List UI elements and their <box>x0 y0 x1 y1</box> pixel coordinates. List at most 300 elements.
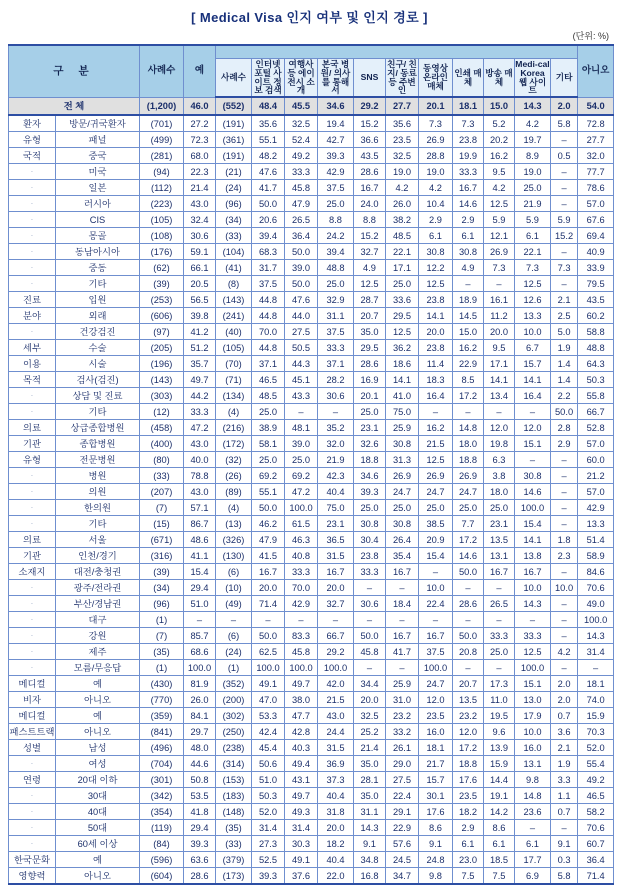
table-row <box>9 852 614 868</box>
row-label: 중국 <box>56 148 140 164</box>
row-3-0-cell-3: 44.8 <box>252 340 285 356</box>
row-9-4-cell-8: 9.1 <box>419 836 453 852</box>
row-5-7-cell-3: 62.5 <box>252 644 285 660</box>
row-10-0-cell-3: 52.5 <box>252 852 285 868</box>
group-label-filler: · <box>9 788 56 804</box>
row-4-1-cell-7: 30.8 <box>386 436 419 452</box>
row-0-1-cell-2: (361) <box>216 132 252 148</box>
row-3-2-cell-13: 50.3 <box>578 372 614 388</box>
row-9-4-cell-2: (33) <box>216 836 252 852</box>
row-3-4-cell-9: – <box>453 404 484 420</box>
row-3-1-cell-4: 44.3 <box>285 356 318 372</box>
row-0-1-cell-7: 23.5 <box>386 132 419 148</box>
row-3-2-cell-8: 18.3 <box>419 372 453 388</box>
row-3-1-cell-9: 22.9 <box>453 356 484 372</box>
row-10-1-cell-8: 9.8 <box>419 868 453 885</box>
group-label-filler: · <box>9 388 56 404</box>
row-9-0-cell-13: 49.2 <box>578 772 614 788</box>
row-1-6-cell-1: 59.1 <box>184 244 216 260</box>
row-3-1-cell-0: (196) <box>140 356 184 372</box>
group-label-3-1: 이용 <box>9 356 56 372</box>
row-9-3-cell-5: 20.0 <box>318 820 354 836</box>
row-7-0-cell-10: 19.5 <box>484 708 515 724</box>
table-row <box>9 724 614 740</box>
table-row <box>9 644 614 660</box>
row-9-4-cell-13: 60.7 <box>578 836 614 852</box>
row-5-3-cell-6: – <box>354 580 386 596</box>
row-1-4-cell-6: 8.8 <box>354 212 386 228</box>
row-1-0-cell-10: 16.2 <box>484 148 515 164</box>
row-4-0-cell-13: 52.8 <box>578 420 614 436</box>
row-label: 아니오 <box>56 692 140 708</box>
row-1-5-cell-2: (33) <box>216 228 252 244</box>
row-4-3-cell-3: 69.2 <box>252 468 285 484</box>
row-2-1-cell-2: (241) <box>216 308 252 324</box>
row-4-4-cell-10: 18.0 <box>484 484 515 500</box>
row-4-4-cell-11: 14.6 <box>515 484 551 500</box>
total-cell-0: (1,200) <box>140 97 184 115</box>
row-5-0-cell-2: (326) <box>216 532 252 548</box>
table-row <box>9 772 614 788</box>
row-1-0-cell-11: 8.9 <box>515 148 551 164</box>
row-5-5-cell-2: – <box>216 612 252 628</box>
row-1-6-cell-0: (176) <box>140 244 184 260</box>
row-5-2-cell-2: (6) <box>216 564 252 580</box>
row-5-0-cell-6: 30.4 <box>354 532 386 548</box>
header-route-internet-portal: 인터넷 포털 사이트 정보 검색 <box>252 59 285 98</box>
group-label-filler: · <box>9 228 56 244</box>
row-1-3-cell-12: – <box>551 196 578 212</box>
header-route-travel-agency: 여행사 등 에이 전시 소개 <box>285 59 318 98</box>
row-1-3-cell-10: 12.5 <box>484 196 515 212</box>
row-9-1-cell-7: 22.4 <box>386 788 419 804</box>
row-4-0-cell-0: (458) <box>140 420 184 436</box>
row-4-1-cell-1: 43.0 <box>184 436 216 452</box>
row-4-1-cell-13: 57.0 <box>578 436 614 452</box>
row-4-0-cell-4: 48.1 <box>285 420 318 436</box>
row-3-3-cell-4: 43.3 <box>285 388 318 404</box>
row-1-1-cell-1: 22.3 <box>184 164 216 180</box>
header-route-medical-korea-website: Medi-cal Korea 웹 사이트 <box>515 59 550 96</box>
row-4-3-cell-12: – <box>551 468 578 484</box>
row-1-4-cell-5: 8.8 <box>318 212 354 228</box>
total-cell-13: 54.0 <box>578 97 614 115</box>
row-5-2-cell-12: – <box>551 564 578 580</box>
row-0-1-cell-6: 36.6 <box>354 132 386 148</box>
header-route-group <box>216 45 578 59</box>
row-8-1-cell-6: 35.0 <box>354 756 386 772</box>
row-1-8-cell-6: 12.5 <box>354 276 386 292</box>
group-label-5-0: 의료 <box>9 532 56 548</box>
row-5-5-cell-1: – <box>184 612 216 628</box>
row-5-8-cell-12: – <box>551 660 578 676</box>
row-2-0-cell-12: 2.1 <box>551 292 578 308</box>
row-1-7-cell-3: 31.7 <box>252 260 285 276</box>
row-1-8-cell-13: 79.5 <box>578 276 614 292</box>
table-row <box>9 115 614 132</box>
table-row <box>9 468 614 484</box>
row-7-1-cell-8: 16.0 <box>419 724 453 740</box>
row-4-5-cell-10: 25.0 <box>484 500 515 516</box>
row-10-1-cell-11: 6.9 <box>515 868 551 885</box>
row-7-0-cell-8: 23.5 <box>419 708 453 724</box>
row-5-6-cell-2: (6) <box>216 628 252 644</box>
page-title: [ Medical Visa 인지 여부 및 인지 경로 ] <box>191 10 428 25</box>
row-3-3-cell-10: 13.4 <box>484 388 515 404</box>
row-1-0-cell-5: 39.3 <box>318 148 354 164</box>
row-label: 수술 <box>56 340 140 356</box>
row-2-2-cell-11: 10.0 <box>515 324 551 340</box>
row-3-0-cell-10: 9.5 <box>484 340 515 356</box>
row-1-0-cell-12: 0.5 <box>551 148 578 164</box>
row-1-3-cell-1: 43.0 <box>184 196 216 212</box>
row-label: 인천/경기 <box>56 548 140 564</box>
row-1-4-cell-8: 2.9 <box>419 212 453 228</box>
row-1-8-cell-10: – <box>484 276 515 292</box>
row-3-1-cell-10: 17.1 <box>484 356 515 372</box>
group-label-9-0: 연령 <box>9 772 56 788</box>
row-3-3-cell-1: 44.2 <box>184 388 216 404</box>
row-5-6-cell-4: 83.3 <box>285 628 318 644</box>
row-9-2-cell-4: 49.3 <box>285 804 318 820</box>
row-1-7-cell-12: 7.3 <box>551 260 578 276</box>
row-8-1-cell-0: (704) <box>140 756 184 772</box>
header-no: 아니오 <box>578 45 614 97</box>
row-0-0-cell-7: 35.6 <box>386 115 419 132</box>
row-9-1-cell-2: (183) <box>216 788 252 804</box>
row-3-0-cell-6: 29.5 <box>354 340 386 356</box>
row-8-0-cell-13: 52.0 <box>578 740 614 756</box>
row-3-0-cell-13: 48.8 <box>578 340 614 356</box>
row-1-1-cell-5: 42.9 <box>318 164 354 180</box>
row-5-4-cell-11: 14.3 <box>515 596 551 612</box>
group-label-1-0: 국적 <box>9 148 56 164</box>
table-row <box>9 276 614 292</box>
row-label: 전문병원 <box>56 452 140 468</box>
row-9-0-cell-1: 50.8 <box>184 772 216 788</box>
row-9-2-cell-7: 29.1 <box>386 804 419 820</box>
row-0-1-cell-1: 72.3 <box>184 132 216 148</box>
row-5-8-cell-1: 100.0 <box>184 660 216 676</box>
row-5-5-cell-5: – <box>318 612 354 628</box>
group-label-filler: · <box>9 484 56 500</box>
total-cell-8: 20.1 <box>419 97 453 115</box>
row-10-0-cell-12: 0.3 <box>551 852 578 868</box>
row-1-0-cell-7: 32.5 <box>386 148 419 164</box>
row-5-0-cell-0: (671) <box>140 532 184 548</box>
group-label-3-2: 목적 <box>9 372 56 388</box>
row-1-1-cell-6: 28.6 <box>354 164 386 180</box>
row-4-4-cell-4: 47.2 <box>285 484 318 500</box>
row-9-3-cell-2: (35) <box>216 820 252 836</box>
row-8-0-cell-4: 40.3 <box>285 740 318 756</box>
row-8-1-cell-13: 55.4 <box>578 756 614 772</box>
row-3-2-cell-10: 14.1 <box>484 372 515 388</box>
row-4-1-cell-8: 21.5 <box>419 436 453 452</box>
row-5-4-cell-8: 22.4 <box>419 596 453 612</box>
row-2-0-cell-13: 43.5 <box>578 292 614 308</box>
row-10-0-cell-7: 24.5 <box>386 852 419 868</box>
row-5-7-cell-10: 25.0 <box>484 644 515 660</box>
table-row <box>9 708 614 724</box>
row-5-4-cell-9: 28.6 <box>453 596 484 612</box>
table-row <box>9 356 614 372</box>
row-9-4-cell-11: 6.1 <box>515 836 551 852</box>
row-1-7-cell-8: 12.2 <box>419 260 453 276</box>
row-1-1-cell-7: 19.0 <box>386 164 419 180</box>
row-9-4-cell-0: (84) <box>140 836 184 852</box>
row-3-4-cell-5: – <box>318 404 354 420</box>
row-6-0-cell-11: 15.1 <box>515 676 551 692</box>
row-2-1-cell-6: 20.7 <box>354 308 386 324</box>
group-label-filler: · <box>9 612 56 628</box>
row-5-8-cell-9: – <box>453 660 484 676</box>
row-3-0-cell-11: 6.7 <box>515 340 551 356</box>
row-1-6-cell-12: – <box>551 244 578 260</box>
row-9-2-cell-10: 14.2 <box>484 804 515 820</box>
table-row <box>9 260 614 276</box>
row-1-3-cell-4: 47.9 <box>285 196 318 212</box>
row-9-1-cell-1: 53.5 <box>184 788 216 804</box>
row-1-3-cell-5: 25.0 <box>318 196 354 212</box>
row-1-0-cell-1: 68.0 <box>184 148 216 164</box>
row-5-5-cell-6: – <box>354 612 386 628</box>
row-label: 40대 <box>56 804 140 820</box>
row-9-3-cell-9: 2.9 <box>453 820 484 836</box>
row-7-1-cell-9: 12.0 <box>453 724 484 740</box>
row-1-3-cell-9: 14.6 <box>453 196 484 212</box>
row-4-2-cell-10: 6.3 <box>484 452 515 468</box>
row-10-0-cell-13: 36.4 <box>578 852 614 868</box>
row-label: 중동 <box>56 260 140 276</box>
row-5-3-cell-9: – <box>453 580 484 596</box>
table-row <box>9 308 614 324</box>
row-0-0-cell-10: 5.2 <box>484 115 515 132</box>
row-label: 기타 <box>56 276 140 292</box>
row-4-5-cell-5: 75.0 <box>318 500 354 516</box>
row-1-5-cell-10: 12.1 <box>484 228 515 244</box>
table-row <box>9 180 614 196</box>
row-6-1-cell-8: 12.0 <box>419 692 453 708</box>
row-1-1-cell-13: 77.7 <box>578 164 614 180</box>
row-10-1-cell-5: 22.0 <box>318 868 354 885</box>
row-3-2-cell-0: (143) <box>140 372 184 388</box>
row-label: 몽골 <box>56 228 140 244</box>
row-1-7-cell-11: 7.3 <box>515 260 551 276</box>
row-label: 러시아 <box>56 196 140 212</box>
row-label: 동남아시아 <box>56 244 140 260</box>
row-9-3-cell-12: – <box>551 820 578 836</box>
row-0-0-cell-12: 5.8 <box>551 115 578 132</box>
row-5-1-cell-7: 35.4 <box>386 548 419 564</box>
row-5-7-cell-11: 12.5 <box>515 644 551 660</box>
group-label-filler: · <box>9 628 56 644</box>
row-3-2-cell-4: 45.1 <box>285 372 318 388</box>
row-5-4-cell-0: (96) <box>140 596 184 612</box>
row-3-0-cell-8: 23.8 <box>419 340 453 356</box>
row-1-3-cell-7: 26.0 <box>386 196 419 212</box>
row-1-7-cell-4: 39.0 <box>285 260 318 276</box>
row-5-0-cell-13: 51.4 <box>578 532 614 548</box>
row-6-1-cell-1: 26.0 <box>184 692 216 708</box>
row-4-3-cell-5: 42.3 <box>318 468 354 484</box>
row-9-1-cell-11: 14.8 <box>515 788 551 804</box>
row-4-6-cell-6: 30.8 <box>354 516 386 532</box>
row-label: 일본 <box>56 180 140 196</box>
row-5-4-cell-13: 49.0 <box>578 596 614 612</box>
row-1-6-cell-10: 26.9 <box>484 244 515 260</box>
row-4-4-cell-8: 24.7 <box>419 484 453 500</box>
row-label: 상급종합병원 <box>56 420 140 436</box>
row-4-4-cell-3: 55.1 <box>252 484 285 500</box>
row-4-3-cell-1: 78.8 <box>184 468 216 484</box>
row-1-7-cell-2: (41) <box>216 260 252 276</box>
row-label: 입원 <box>56 292 140 308</box>
row-6-1-cell-7: 31.0 <box>386 692 419 708</box>
row-6-0-cell-0: (430) <box>140 676 184 692</box>
row-0-1-cell-4: 52.4 <box>285 132 318 148</box>
row-5-4-cell-3: 71.4 <box>252 596 285 612</box>
table-row <box>9 868 614 885</box>
row-3-0-cell-0: (205) <box>140 340 184 356</box>
row-5-7-cell-8: 37.5 <box>419 644 453 660</box>
row-4-0-cell-10: 12.0 <box>484 420 515 436</box>
row-6-0-cell-12: 2.0 <box>551 676 578 692</box>
table-row <box>9 164 614 180</box>
header-route-case-count: 사례수 <box>216 59 252 98</box>
row-4-1-cell-5: 32.0 <box>318 436 354 452</box>
row-3-0-cell-5: 33.3 <box>318 340 354 356</box>
row-6-0-cell-6: 34.4 <box>354 676 386 692</box>
row-1-6-cell-5: 39.4 <box>318 244 354 260</box>
row-9-1-cell-9: 23.5 <box>453 788 484 804</box>
row-label: 한의원 <box>56 500 140 516</box>
row-5-2-cell-6: 33.3 <box>354 564 386 580</box>
row-label: 미국 <box>56 164 140 180</box>
row-2-2-cell-12: 5.0 <box>551 324 578 340</box>
row-4-3-cell-13: 21.2 <box>578 468 614 484</box>
row-label: 30대 <box>56 788 140 804</box>
row-0-0-cell-6: 15.2 <box>354 115 386 132</box>
row-4-6-cell-0: (15) <box>140 516 184 532</box>
row-4-3-cell-7: 26.9 <box>386 468 419 484</box>
group-label-filler: · <box>9 820 56 836</box>
row-2-1-cell-1: 39.8 <box>184 308 216 324</box>
group-label-filler: · <box>9 500 56 516</box>
row-3-2-cell-2: (71) <box>216 372 252 388</box>
group-label-10-1: 영향력 <box>9 868 56 885</box>
row-6-1-cell-4: 38.0 <box>285 692 318 708</box>
row-label: 상담 및 진료 <box>56 388 140 404</box>
row-10-0-cell-9: 23.0 <box>453 852 484 868</box>
row-4-3-cell-0: (33) <box>140 468 184 484</box>
row-5-3-cell-11: 10.0 <box>515 580 551 596</box>
row-3-3-cell-6: 20.1 <box>354 388 386 404</box>
row-9-0-cell-2: (153) <box>216 772 252 788</box>
row-2-0-cell-4: 47.6 <box>285 292 318 308</box>
row-5-3-cell-7: – <box>386 580 419 596</box>
row-3-4-cell-11: – <box>515 404 551 420</box>
row-label: 대구 <box>56 612 140 628</box>
row-1-8-cell-3: 37.5 <box>252 276 285 292</box>
table-row <box>9 324 614 340</box>
row-1-5-cell-1: 30.6 <box>184 228 216 244</box>
group-label-0-0: 환자 <box>9 115 56 132</box>
row-2-1-cell-10: 11.2 <box>484 308 515 324</box>
group-label-8-0: 성별 <box>9 740 56 756</box>
row-3-3-cell-8: 16.4 <box>419 388 453 404</box>
row-3-2-cell-12: 1.4 <box>551 372 578 388</box>
row-1-5-cell-7: 48.5 <box>386 228 419 244</box>
group-label-filler: · <box>9 596 56 612</box>
row-1-1-cell-10: 9.5 <box>484 164 515 180</box>
table-row <box>9 548 614 564</box>
row-9-0-cell-9: 17.6 <box>453 772 484 788</box>
row-1-7-cell-6: 4.9 <box>354 260 386 276</box>
table-row <box>9 660 614 676</box>
row-5-1-cell-11: 13.8 <box>515 548 551 564</box>
row-1-2-cell-2: (24) <box>216 180 252 196</box>
medical-visa-awareness-table <box>8 44 614 885</box>
header-route-acquaintance: 친구/ 친지/ 동료 등 주변인 <box>387 59 417 96</box>
row-3-4-cell-6: 25.0 <box>354 404 386 420</box>
row-1-7-cell-13: 33.9 <box>578 260 614 276</box>
row-4-2-cell-7: 31.3 <box>386 452 419 468</box>
row-8-1-cell-11: 13.1 <box>515 756 551 772</box>
row-0-0-cell-4: 32.5 <box>285 115 318 132</box>
row-5-2-cell-1: 15.4 <box>184 564 216 580</box>
group-label-7-0: 메디컬 <box>9 708 56 724</box>
row-7-1-cell-12: 3.6 <box>551 724 578 740</box>
row-1-4-cell-7: 38.2 <box>386 212 419 228</box>
row-5-7-cell-5: 29.2 <box>318 644 354 660</box>
group-label-4-1: 기관 <box>9 436 56 452</box>
row-5-8-cell-4: 100.0 <box>285 660 318 676</box>
group-label-6-0: 메디컬 <box>9 676 56 692</box>
row-1-7-cell-9: 4.9 <box>453 260 484 276</box>
row-9-1-cell-8: 30.1 <box>419 788 453 804</box>
row-9-4-cell-1: 39.3 <box>184 836 216 852</box>
row-0-1-cell-10: 20.2 <box>484 132 515 148</box>
row-5-5-cell-0: (1) <box>140 612 184 628</box>
row-9-4-cell-10: 6.1 <box>484 836 515 852</box>
row-3-1-cell-8: 11.4 <box>419 356 453 372</box>
row-1-0-cell-8: 28.8 <box>419 148 453 164</box>
row-3-4-cell-10: – <box>484 404 515 420</box>
row-5-7-cell-9: 20.8 <box>453 644 484 660</box>
row-5-3-cell-5: 20.0 <box>318 580 354 596</box>
row-5-8-cell-5: 100.0 <box>318 660 354 676</box>
row-1-2-cell-1: 21.4 <box>184 180 216 196</box>
row-2-2-cell-1: 41.2 <box>184 324 216 340</box>
row-4-6-cell-3: 46.2 <box>252 516 285 532</box>
row-7-0-cell-6: 32.5 <box>354 708 386 724</box>
row-10-1-cell-13: 71.4 <box>578 868 614 885</box>
row-2-1-cell-0: (606) <box>140 308 184 324</box>
row-3-1-cell-12: 1.4 <box>551 356 578 372</box>
row-7-1-cell-4: 42.8 <box>285 724 318 740</box>
row-label: 기타 <box>56 516 140 532</box>
row-1-5-cell-12: 15.2 <box>551 228 578 244</box>
row-10-1-cell-12: 5.8 <box>551 868 578 885</box>
row-5-7-cell-13: 31.4 <box>578 644 614 660</box>
row-5-0-cell-5: 36.5 <box>318 532 354 548</box>
row-9-0-cell-7: 27.5 <box>386 772 419 788</box>
row-5-7-cell-4: 45.8 <box>285 644 318 660</box>
row-1-6-cell-6: 32.7 <box>354 244 386 260</box>
row-6-0-cell-2: (352) <box>216 676 252 692</box>
group-label-filler: · <box>9 260 56 276</box>
